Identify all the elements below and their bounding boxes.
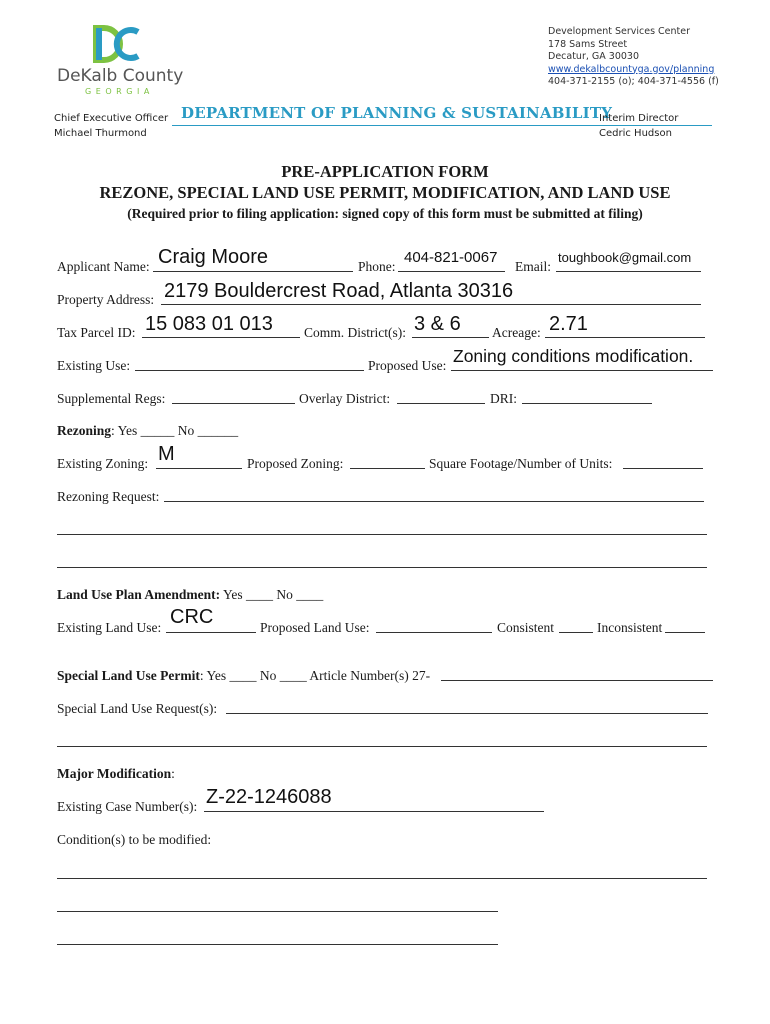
slup-row [57, 668, 430, 684]
rezoning-options[interactable]: : Yes _____ No ______ [111, 423, 239, 438]
rezoning-row [57, 423, 238, 439]
tax-parcel-label: Tax Parcel ID: [57, 325, 136, 340]
conditions-line [57, 944, 498, 945]
consistent-line [559, 632, 593, 633]
phone-line [398, 271, 505, 272]
phone-label: Phone: [358, 259, 396, 274]
applicant-name-value[interactable]: Craig Moore [158, 246, 269, 268]
phone-value[interactable]: 404-821-0067 [404, 249, 498, 266]
existing-use-line [135, 370, 364, 371]
slup-heading: Special Land Use Permit [57, 668, 200, 683]
property-address-value[interactable]: 2179 Bouldercrest Road, Atlanta 30316 [164, 280, 514, 302]
department-name: DEPARTMENT OF PLANNING & SUSTAINABILITY [181, 104, 613, 122]
slup-options[interactable]: : Yes ____ No ____ Article Number(s) 27- [199, 668, 431, 683]
header-rule [172, 125, 712, 126]
proposed-use-line [451, 370, 713, 371]
overlay-district-label: Overlay District: [299, 391, 391, 406]
existing-land-use-label: Existing Land Use: [57, 620, 162, 635]
dri-label: DRI: [490, 391, 517, 406]
rezoning-request-line [57, 534, 707, 535]
email-line [556, 271, 701, 272]
property-address-line [161, 304, 701, 305]
form-title: PRE-APPLICATION FORM [281, 162, 489, 181]
rezoning-heading: Rezoning [57, 423, 111, 438]
proposed-zoning-label: Proposed Zoning: [247, 456, 344, 471]
proposed-use-value[interactable]: Zoning conditions modification. [453, 346, 694, 366]
website-link[interactable]: www.dekalbcountyga.gov/planning [548, 63, 715, 75]
lup-amendment-options[interactable]: Yes ____ No ____ [220, 587, 324, 602]
major-mod-colon: : [171, 766, 175, 781]
existing-zoning-value[interactable]: M [158, 443, 175, 465]
org-name: DeKalb County [57, 66, 184, 86]
inconsistent-label: Inconsistent [597, 620, 663, 635]
comm-district-label: Comm. District(s): [304, 325, 406, 340]
rezoning-request-line [57, 567, 707, 568]
existing-zoning-line [156, 468, 242, 469]
existing-case-value[interactable]: Z-22-1246088 [206, 786, 332, 808]
conditions-line [57, 878, 707, 879]
director-name: Cedric Hudson [599, 128, 672, 139]
major-mod-heading: Major Modification [57, 766, 172, 781]
proposed-use-label: Proposed Use: [368, 358, 447, 373]
director-title: Interim Director [599, 113, 679, 124]
slup-request-label: Special Land Use Request(s): [57, 701, 218, 716]
slup-request-line [226, 713, 708, 714]
ceo-name: Michael Thurmond [54, 128, 147, 139]
proposed-zoning-line [350, 468, 425, 469]
supplemental-regs-label: Supplemental Regs: [57, 391, 166, 406]
address-line: Decatur, GA 30030 [548, 51, 639, 62]
article-number-line [441, 680, 713, 681]
rezoning-request-label: Rezoning Request: [57, 489, 160, 504]
phone-fax: 404-371-2155 (o); 404-371-4556 (f) [548, 76, 719, 87]
consistent-label: Consistent [497, 620, 555, 635]
acreage-label: Acreage: [492, 325, 541, 340]
county-logo [52, 22, 182, 102]
acreage-line [545, 337, 705, 338]
comm-district-line [412, 337, 489, 338]
overlay-district-line [397, 403, 485, 404]
address-line: 178 Sams Street [548, 38, 628, 50]
applicant-name-line [153, 271, 353, 272]
email-label: Email: [515, 259, 551, 274]
existing-use-label: Existing Use: [57, 358, 131, 373]
email-value[interactable]: toughbook@gmail.com [558, 250, 692, 265]
rezoning-request-line [164, 501, 704, 502]
existing-land-use-line [166, 632, 256, 633]
tax-parcel-line [142, 337, 300, 338]
property-address-label: Property Address: [57, 292, 155, 307]
comm-district-value[interactable]: 3 & 6 [414, 313, 461, 335]
lup-amendment-row [57, 587, 323, 603]
conditions-line [57, 911, 498, 912]
proposed-land-use-line [376, 632, 492, 633]
lup-amendment-heading: Land Use Plan Amendment: [57, 587, 221, 602]
form-subtitle: REZONE, SPECIAL LAND USE PERMIT, MODIFICATION, AND LAND USE [99, 183, 671, 202]
acreage-value[interactable]: 2.71 [549, 313, 588, 335]
inconsistent-line [665, 632, 705, 633]
existing-case-line [204, 811, 544, 812]
conditions-label: Condition(s) to be modified: [57, 832, 212, 847]
existing-land-use-value[interactable]: CRC [170, 606, 214, 628]
org-state: G E O R G I A [85, 87, 151, 96]
proposed-land-use-label: Proposed Land Use: [260, 620, 370, 635]
existing-case-label: Existing Case Number(s): [57, 799, 198, 814]
form-instructions: (Required prior to filing application: signed copy of this form must be submitted at filing) [127, 206, 643, 221]
address-block [548, 26, 719, 89]
applicant-name-label: Applicant Name: [57, 259, 150, 274]
square-footage-line [623, 468, 703, 469]
supplemental-regs-line [172, 403, 295, 404]
major-mod-row [57, 766, 175, 782]
ceo-title: Chief Executive Officer [54, 113, 169, 124]
square-footage-label: Square Footage/Number of Units: [429, 456, 613, 471]
slup-request-line [57, 746, 707, 747]
address-line: Development Services Center [548, 26, 691, 37]
existing-zoning-label: Existing Zoning: [57, 456, 149, 471]
tax-parcel-value[interactable]: 15 083 01 013 [145, 313, 273, 335]
dri-line [522, 403, 652, 404]
